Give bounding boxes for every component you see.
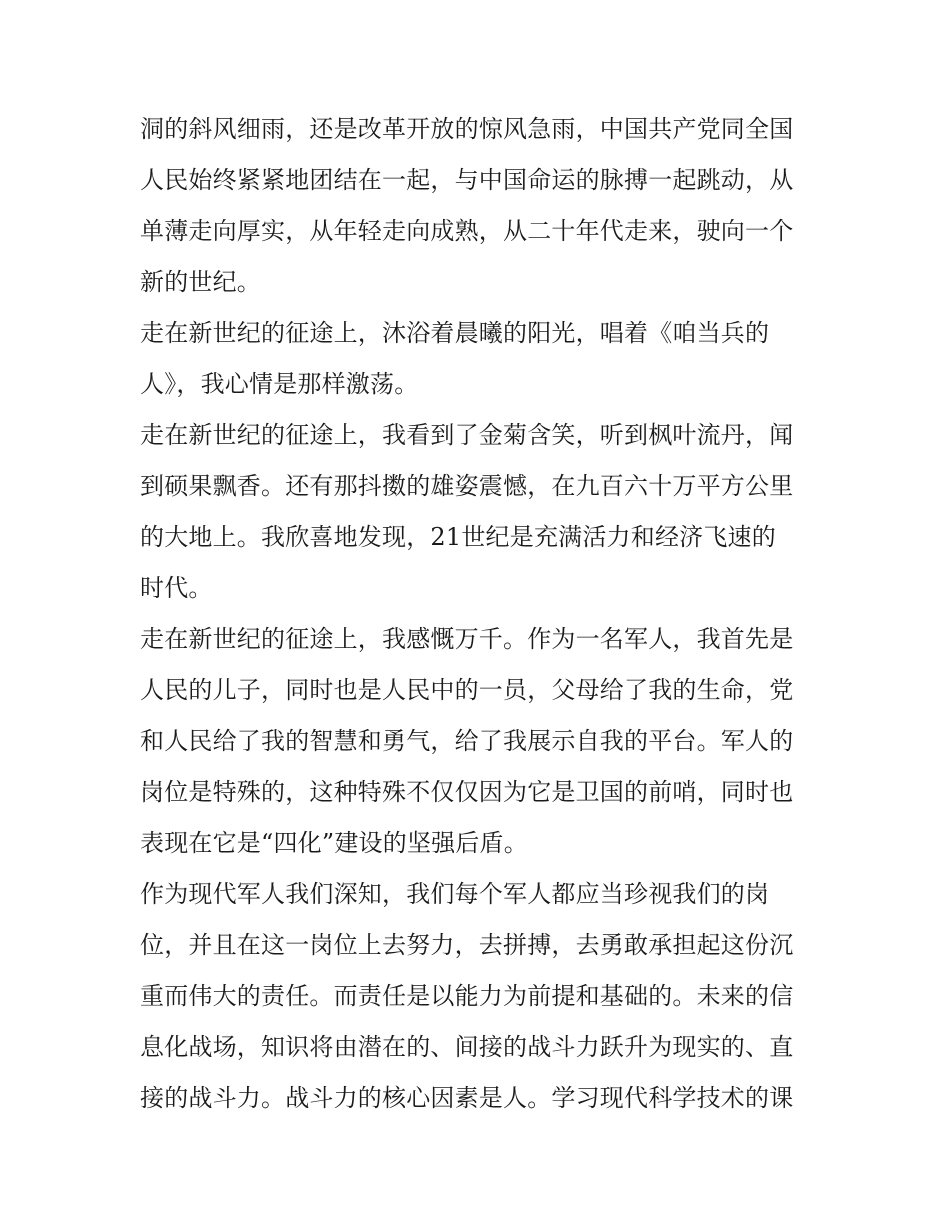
body-text [140, 104, 820, 1124]
text-line: 重而伟大的责任。而责任是以能力为前提和基础的。未来的信 [140, 982, 794, 1010]
text-line: 单薄走向厚实，从年轻走向成熟，从二十年代走来，驶向一个 [140, 217, 794, 245]
text-line: 到硕果飘香。还有那抖擞的雄姿震憾，在九百六十万平方公里 [140, 472, 794, 500]
text-line: 人民始终紧紧地团结在一起，与中国命运的脉搏一起跳动，从 [140, 166, 794, 194]
text-line: 新的世纪。 [140, 268, 261, 296]
text-line: 走在新世纪的征途上，我看到了金菊含笑，听到枫叶流丹，闻 [140, 421, 794, 449]
text-line: 人民的儿子，同时也是人民中的一员，父母给了我的生命，党 [140, 676, 794, 704]
text-line: 息化战场，知识将由潜在的、间接的战斗力跃升为现实的、直 [140, 1033, 794, 1061]
text-line: 岗位是特殊的，这种特殊不仅仅因为它是卫国的前哨，同时也 [140, 778, 794, 806]
text-line: 作为现代军人我们深知，我们每个军人都应当珍视我们的岗 [140, 880, 770, 908]
text-line: 走在新世纪的征途上，我感慨万千。作为一名军人，我首先是 [140, 625, 794, 653]
text-line: 走在新世纪的征途上，沐浴着晨曦的阳光，唱着《咱当兵的 [140, 319, 770, 347]
text-line: 洞的斜风细雨，还是改革开放的惊风急雨，中国共产党同全国 [140, 115, 794, 143]
text-line: 位，并且在这一岗位上去努力，去拼搏，去勇敢承担起这份沉 [140, 931, 794, 959]
text-line: 人》，我心情是那样激荡。 [140, 370, 419, 398]
text-line: 接的战斗力。战斗力的核心因素是人。学习现代科学技术的课 [140, 1084, 794, 1112]
text-line: 的大地上。我欣喜地发现，21世纪是充满活力和经济飞速的 [140, 523, 776, 551]
text-line: 表现在它是“四化”建设的坚强后盾。 [140, 829, 528, 857]
text-line: 和人民给了我的智慧和勇气，给了我展示自我的平台。军人的 [140, 727, 794, 755]
text-line: 时代。 [140, 574, 213, 602]
